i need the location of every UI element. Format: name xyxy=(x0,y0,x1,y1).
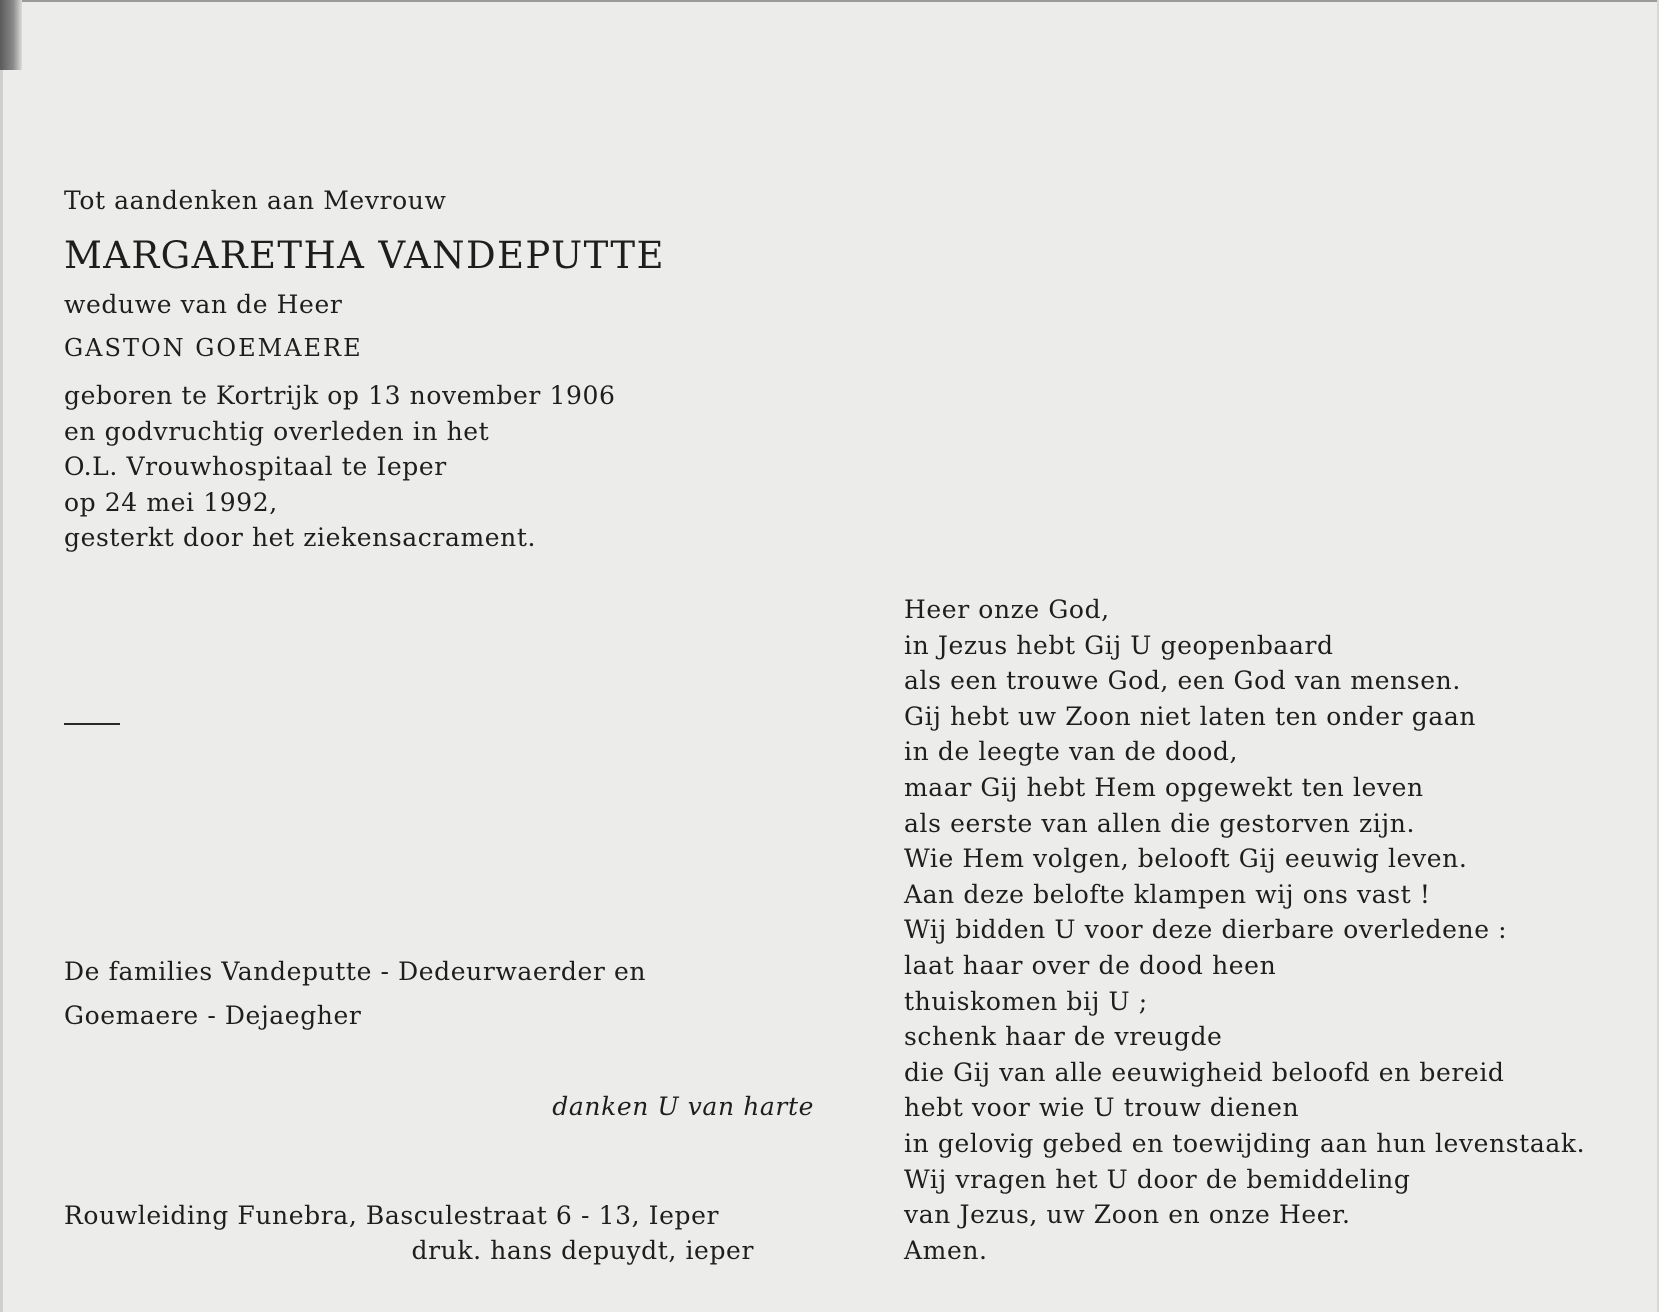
prayer-line: Gij hebt uw Zoon niet laten ten onder gaan xyxy=(904,701,1477,731)
prayer-line: in gelovig gebed en toewijding aan hun levenstaak. xyxy=(904,1128,1586,1158)
families xyxy=(64,950,646,1038)
prayer-line: die Gij van alle eeuwigheid beloofd en bereid xyxy=(904,1057,1505,1087)
bio-line: gesterkt door het ziekensacrament. xyxy=(64,523,537,553)
prayer-text xyxy=(904,592,1585,1268)
prayer-line: maar Gij hebt Hem opgewekt ten leven xyxy=(904,772,1424,802)
prayer-line: laat haar over de dood heen xyxy=(904,950,1277,980)
bio-line: en godvruchtig overleden in het xyxy=(64,416,490,446)
families-line: De families Vandeputte - Dedeurwaerder en xyxy=(64,957,647,986)
prayer-line: hebt voor wie U trouw dienen xyxy=(904,1093,1300,1123)
deceased-name: MARGARETHA VANDEPUTTE xyxy=(64,234,665,277)
prayer-line: Aan deze belofte klampen wij ons vast ! xyxy=(904,879,1431,909)
prayer-line: thuiskomen bij U ; xyxy=(904,986,1148,1016)
scan-edge-left xyxy=(0,70,3,1312)
scan-edge-top xyxy=(20,0,1659,2)
prayer-line: in Jezus hebt Gij U geopenbaard xyxy=(904,630,1334,660)
prayer-line: in de leegte van de dood, xyxy=(904,737,1239,767)
prayer-line: als eerste van allen die gestorven zijn. xyxy=(904,808,1415,838)
bio-line: geboren te Kortrijk op 13 november 1906 xyxy=(64,381,616,410)
thanks-line: danken U van harte xyxy=(552,1092,814,1121)
prayer-line: als een trouwe God, een God van mensen. xyxy=(904,666,1461,696)
biography xyxy=(64,378,616,556)
prayer-line: Heer onze God, xyxy=(904,595,1110,624)
prayer-line: Wij bidden U voor deze dierbare overledene : xyxy=(904,915,1508,945)
funeral-home: Rouwleiding Funebra, Basculestraat 6 - 13, Ieper xyxy=(64,1201,720,1230)
memorial-intro: Tot aandenken aan Mevrouw xyxy=(64,186,447,215)
prayer-line: van Jezus, uw Zoon en onze Heer. xyxy=(904,1200,1351,1230)
scan-corner-mark xyxy=(0,0,22,70)
separator-dash xyxy=(64,723,120,725)
widow-of-label: weduwe van de Heer xyxy=(64,290,343,319)
funeral-info xyxy=(64,1198,754,1268)
printer-credit: druk. hans depuydt, ieper xyxy=(411,1236,754,1265)
prayer-line: Wie Hem volgen, belooft Gij eeuwig leven. xyxy=(904,844,1468,874)
prayer-line: Wij vragen het U door de bemiddeling xyxy=(904,1164,1411,1194)
husband-name: GASTON GOEMAERE xyxy=(64,334,363,362)
families-line: Goemaere - Dejaegher xyxy=(64,1001,362,1030)
prayer-line: schenk haar de vreugde xyxy=(904,1022,1223,1052)
bio-line: op 24 mei 1992, xyxy=(64,487,278,517)
bio-line: O.L. Vrouwhospitaal te Ieper xyxy=(64,452,447,482)
prayer-line: Amen. xyxy=(904,1235,988,1265)
